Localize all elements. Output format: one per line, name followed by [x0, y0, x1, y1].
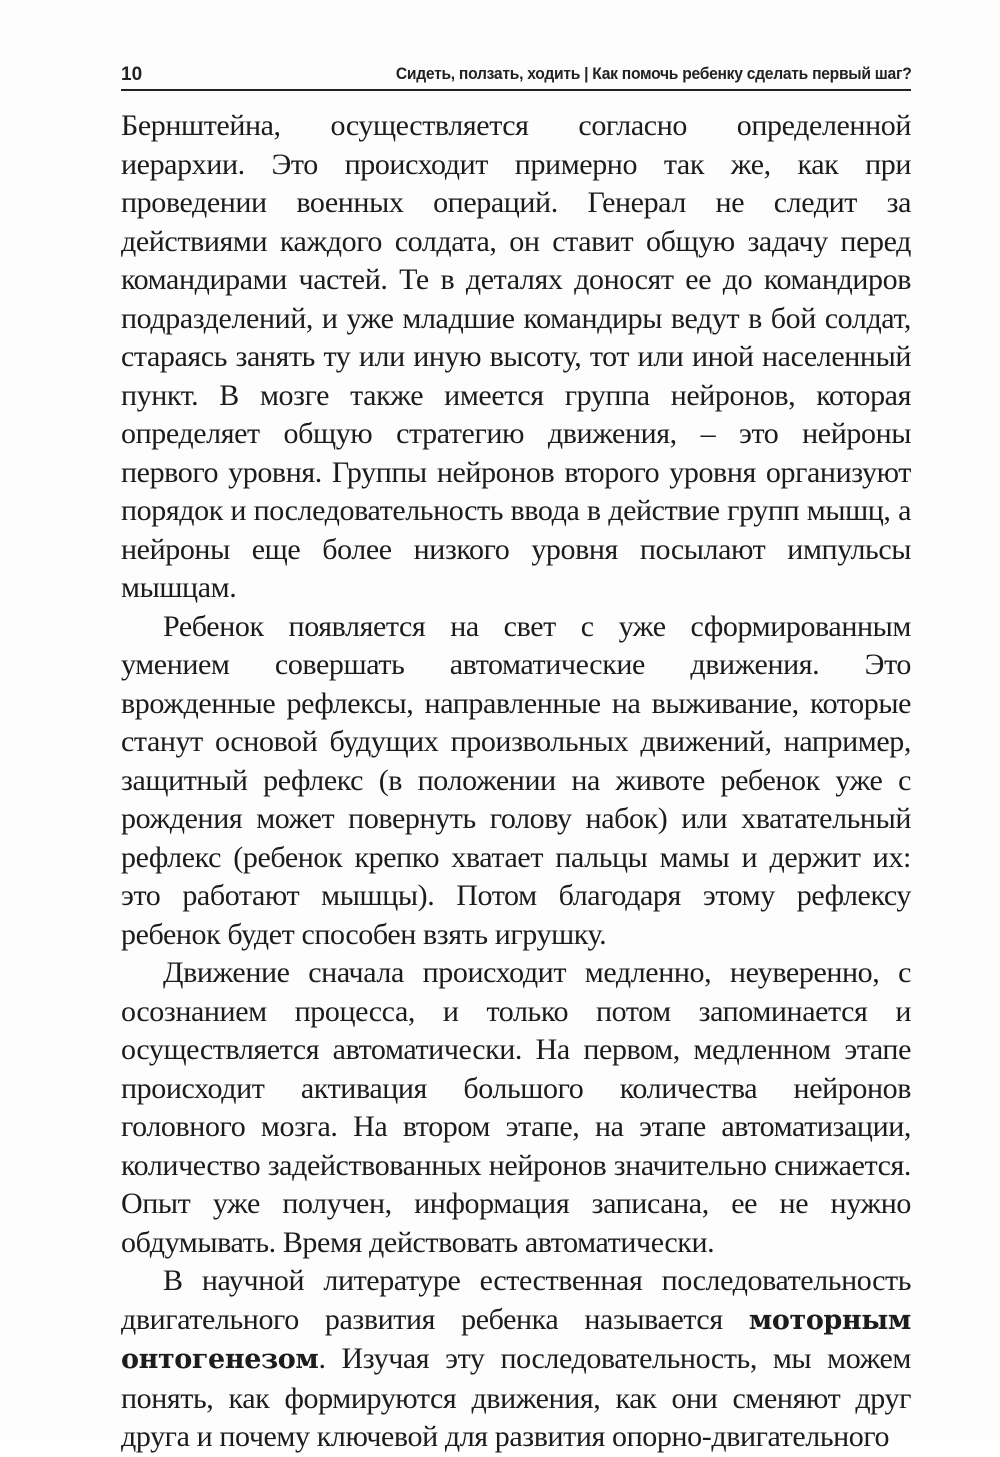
paragraph-4-intro: В научной литературе естественная последовательность двигательного развития ребенка называется [121, 1264, 911, 1336]
paragraph-1: Бернштейна, осуществляется согласно определенной иерархии. Это происходит примерно так же, как при проведении военных операций. Генерал не следит за действиями каждого солдата, он ставит общую задачу перед командирами частей. Те в деталях доносят ее до командиров подразделений, и уже младшие командиры ведут в бой солдат, стараясь занять ту или иную высоту, тот или иной населенный пункт. В мозге также имеется группа нейронов, которая определяет общую стратегию движения, – это нейроны первого уровня. Группы нейронов второго уровня организуют порядок и последовательность ввода в действие групп мышц, а нейроны еще более низкого уровня посылают импульсы мышцам. [121, 109, 911, 604]
page-number: 10 [121, 64, 143, 85]
header-divider [121, 89, 911, 91]
paragraph-4 [121, 1262, 911, 1457]
paragraph-4-rest: . Изучая эту последовательность, мы можем понять, как формируются движения, как они сменяют друг друга и почему ключевой для развития опорно-двигательного [121, 1342, 911, 1453]
body-text [121, 107, 911, 1457]
bold-term: моторным онтогенезом [121, 1304, 911, 1375]
running-head [121, 58, 911, 88]
paragraph-2: Ребенок появляется на свет с уже сформированным умением совершать автоматические движения. Это врожденные рефлексы, направленные на выживание, которые станут основой будущих произвольных движений, например, защитный рефлекс (в положении на животе ребенок уже с рождения может повернуть голову набок) или хватательный рефлекс (ребенок крепко хватает пальцы мамы и держит их: это работают мышцы). Потом благодаря этому рефлексу ребенок будет способен взять игрушку. [121, 609, 911, 951]
running-title: Сидеть, ползать, ходить | Как помочь ребенку сделать первый шаг? [395, 64, 911, 83]
paragraph-3: Движение сначала происходит медленно, неуверенно, с осознанием процесса, и только потом запоминается и осуществляется автоматически. На первом, медленном этапе происходит активация большого количества нейронов головного мозга. На втором этапе, на этапе автоматизации, количество задействованных нейронов значительно снижается. Опыт уже получен, информация записана, ее не нужно обдумывать. Время действовать автоматически. [121, 956, 911, 1259]
